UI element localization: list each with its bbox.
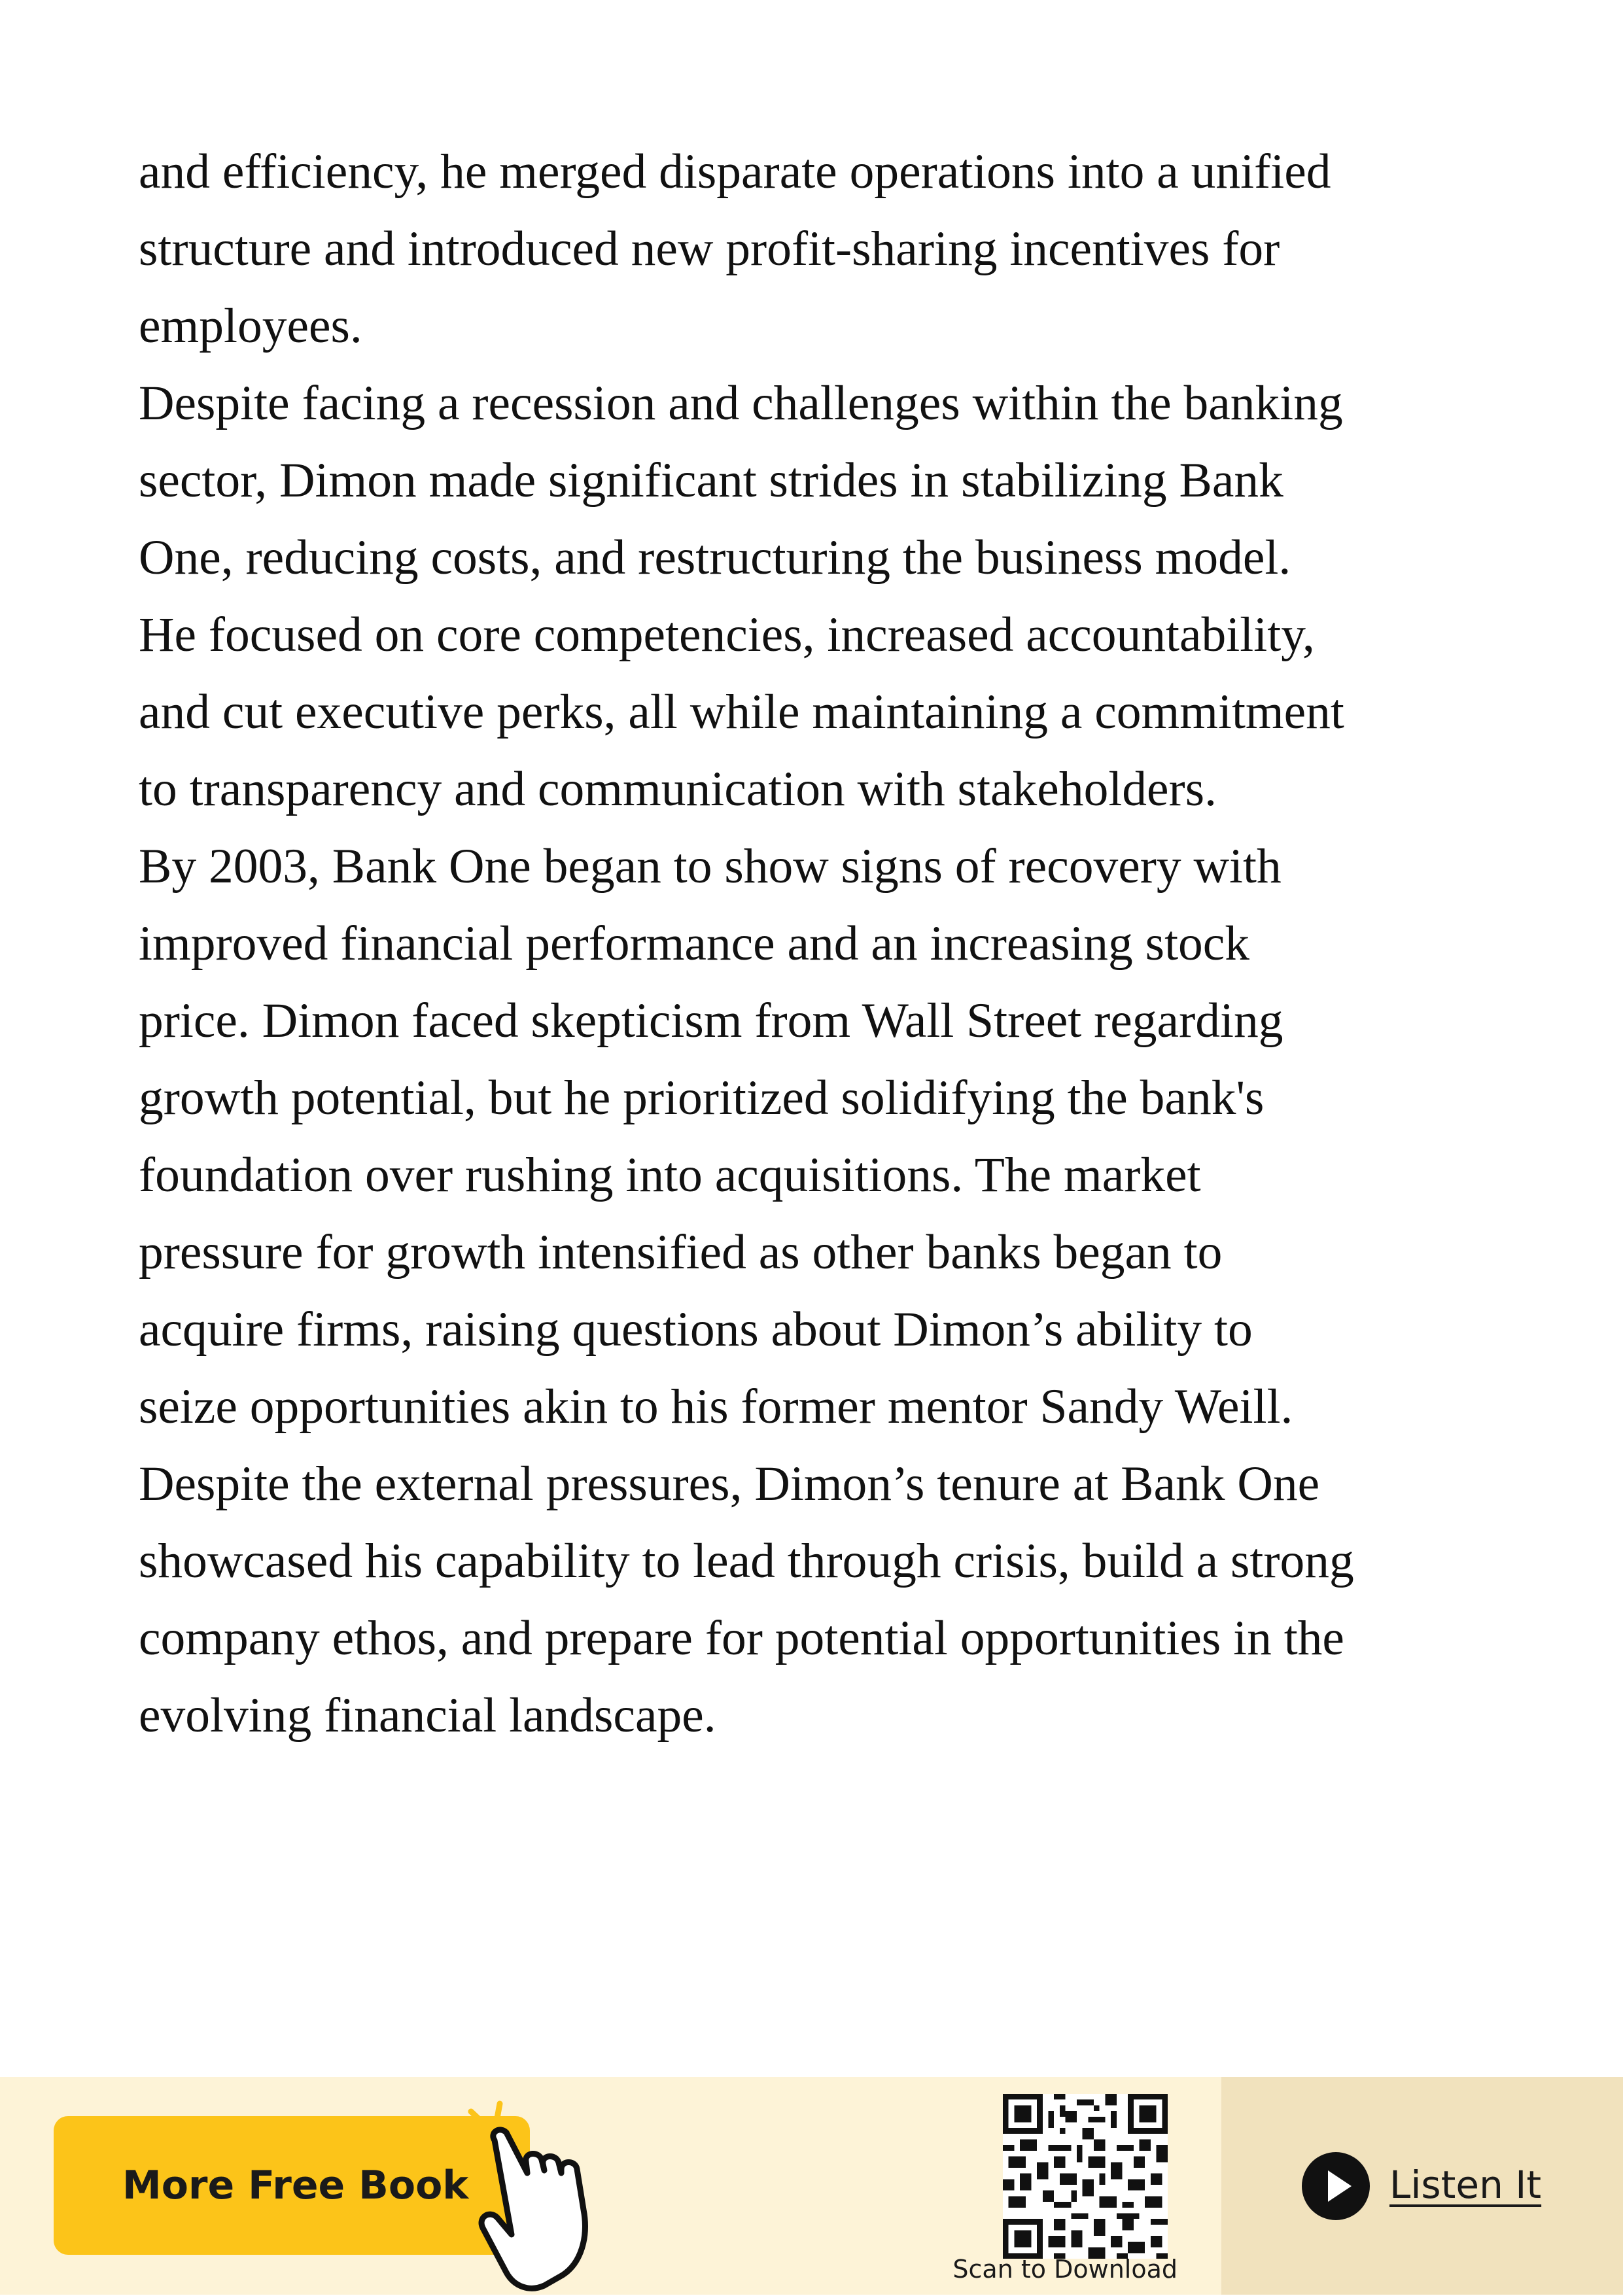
text-line: seize opportunities akin to his former mentor Sandy Weill. bbox=[139, 1380, 1293, 1434]
text-line: and cut executive perks, all while maintaining a commitment bbox=[139, 685, 1344, 739]
text-line: sector, Dimon made significant strides in stabilizing Bank bbox=[139, 453, 1283, 508]
text-line: improved financial performance and an increasing stock bbox=[139, 916, 1250, 971]
scan-to-download-label: Scan to Download bbox=[952, 2255, 1178, 2284]
text-line: acquire firms, raising questions about Dimon’s ability to bbox=[139, 1302, 1253, 1357]
footer-bar bbox=[0, 2077, 1623, 2295]
text-line: employees. bbox=[139, 299, 362, 353]
listen-it-link[interactable] bbox=[1302, 2149, 1563, 2221]
text-line: pressure for growth intensified as other banks began to bbox=[139, 1225, 1223, 1279]
text-line: foundation over rushing into acquisitions. The market bbox=[139, 1148, 1201, 1202]
text-line: By 2003, Bank One began to show signs of recovery with bbox=[139, 839, 1282, 894]
listen-it-label: Listen It bbox=[1389, 2163, 1542, 2207]
text-line: Despite facing a recession and challenges within the banking bbox=[139, 376, 1343, 430]
text-line: One, reducing costs, and restructuring the business model. bbox=[139, 531, 1291, 585]
body-text bbox=[139, 133, 1506, 1754]
text-line: structure and introduced new profit-sharing incentives for bbox=[139, 222, 1280, 276]
more-free-book-label: More Free Book bbox=[122, 2163, 469, 2208]
text-line: company ethos, and prepare for potential opportunities in the bbox=[139, 1611, 1344, 1665]
qr-code-icon bbox=[1003, 2094, 1168, 2259]
text-line: growth potential, but he prioritized solidifying the bank's bbox=[139, 1071, 1265, 1125]
text-line: evolving financial landscape. bbox=[139, 1688, 716, 1743]
text-line: price. Dimon faced skepticism from Wall Street regarding bbox=[139, 994, 1283, 1048]
play-icon bbox=[1302, 2152, 1370, 2220]
text-line: to transparency and communication with stakeholders. bbox=[139, 762, 1217, 816]
text-line: Despite the external pressures, Dimon’s tenure at Bank One bbox=[139, 1457, 1320, 1511]
text-line: He focused on core competencies, increased accountability, bbox=[139, 608, 1315, 662]
text-line: showcased his capability to lead through crisis, build a strong bbox=[139, 1534, 1354, 1588]
pointing-hand-icon bbox=[457, 2100, 620, 2296]
text-line: and efficiency, he merged disparate operations into a unified bbox=[139, 145, 1331, 199]
